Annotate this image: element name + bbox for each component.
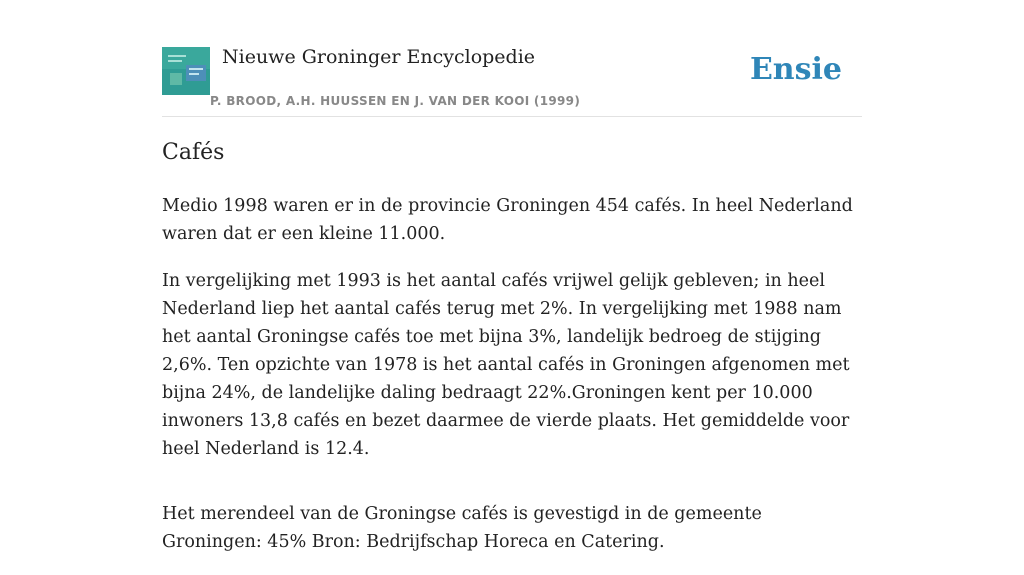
article-paragraph: Medio 1998 waren er in de provincie Groningen 454 cafés. In heel Nederland waren dat er een kleine 11.000.: [162, 196, 853, 244]
article-body: [162, 192, 864, 575]
article-paragraph: Het merendeel van de Groningse cafés is gevestigd in de gemeente Groningen: 45% Bron: Bedrijfschap Horeca en Catering.: [162, 504, 762, 552]
header: [162, 40, 862, 117]
book-cover-icon: [162, 47, 210, 95]
brand-logo-link[interactable]: Ensie: [749, 52, 842, 87]
book-cover-avatar[interactable]: [162, 47, 210, 95]
article-title: Cafés: [162, 140, 225, 165]
book-title-link[interactable]: Nieuwe Groninger Encyclopedie: [222, 46, 536, 68]
book-authors: P. BROOD, A.H. HUUSSEN EN J. VAN DER KOOI (1999): [210, 94, 581, 108]
article-paragraph: In vergelijking met 1993 is het aantal cafés vrijwel gelijk gebleven; in heel Nederland liep het aantal cafés terug met 2%. In vergelijking met 1988 nam het aantal Groningse cafés toe met bijna 3%, landelijk bedroeg de stijging 2,6%. Ten opzichte van 1978 is het aantal cafés in Groningen afgenomen met bijna 24%, de landelijke daling bedraagt 22%.Groningen kent per 10.000 inwoners 13,8 cafés en bezet daarmee de vierde plaats. Het gemiddelde voor heel Nederland is 12.4.: [162, 271, 850, 459]
